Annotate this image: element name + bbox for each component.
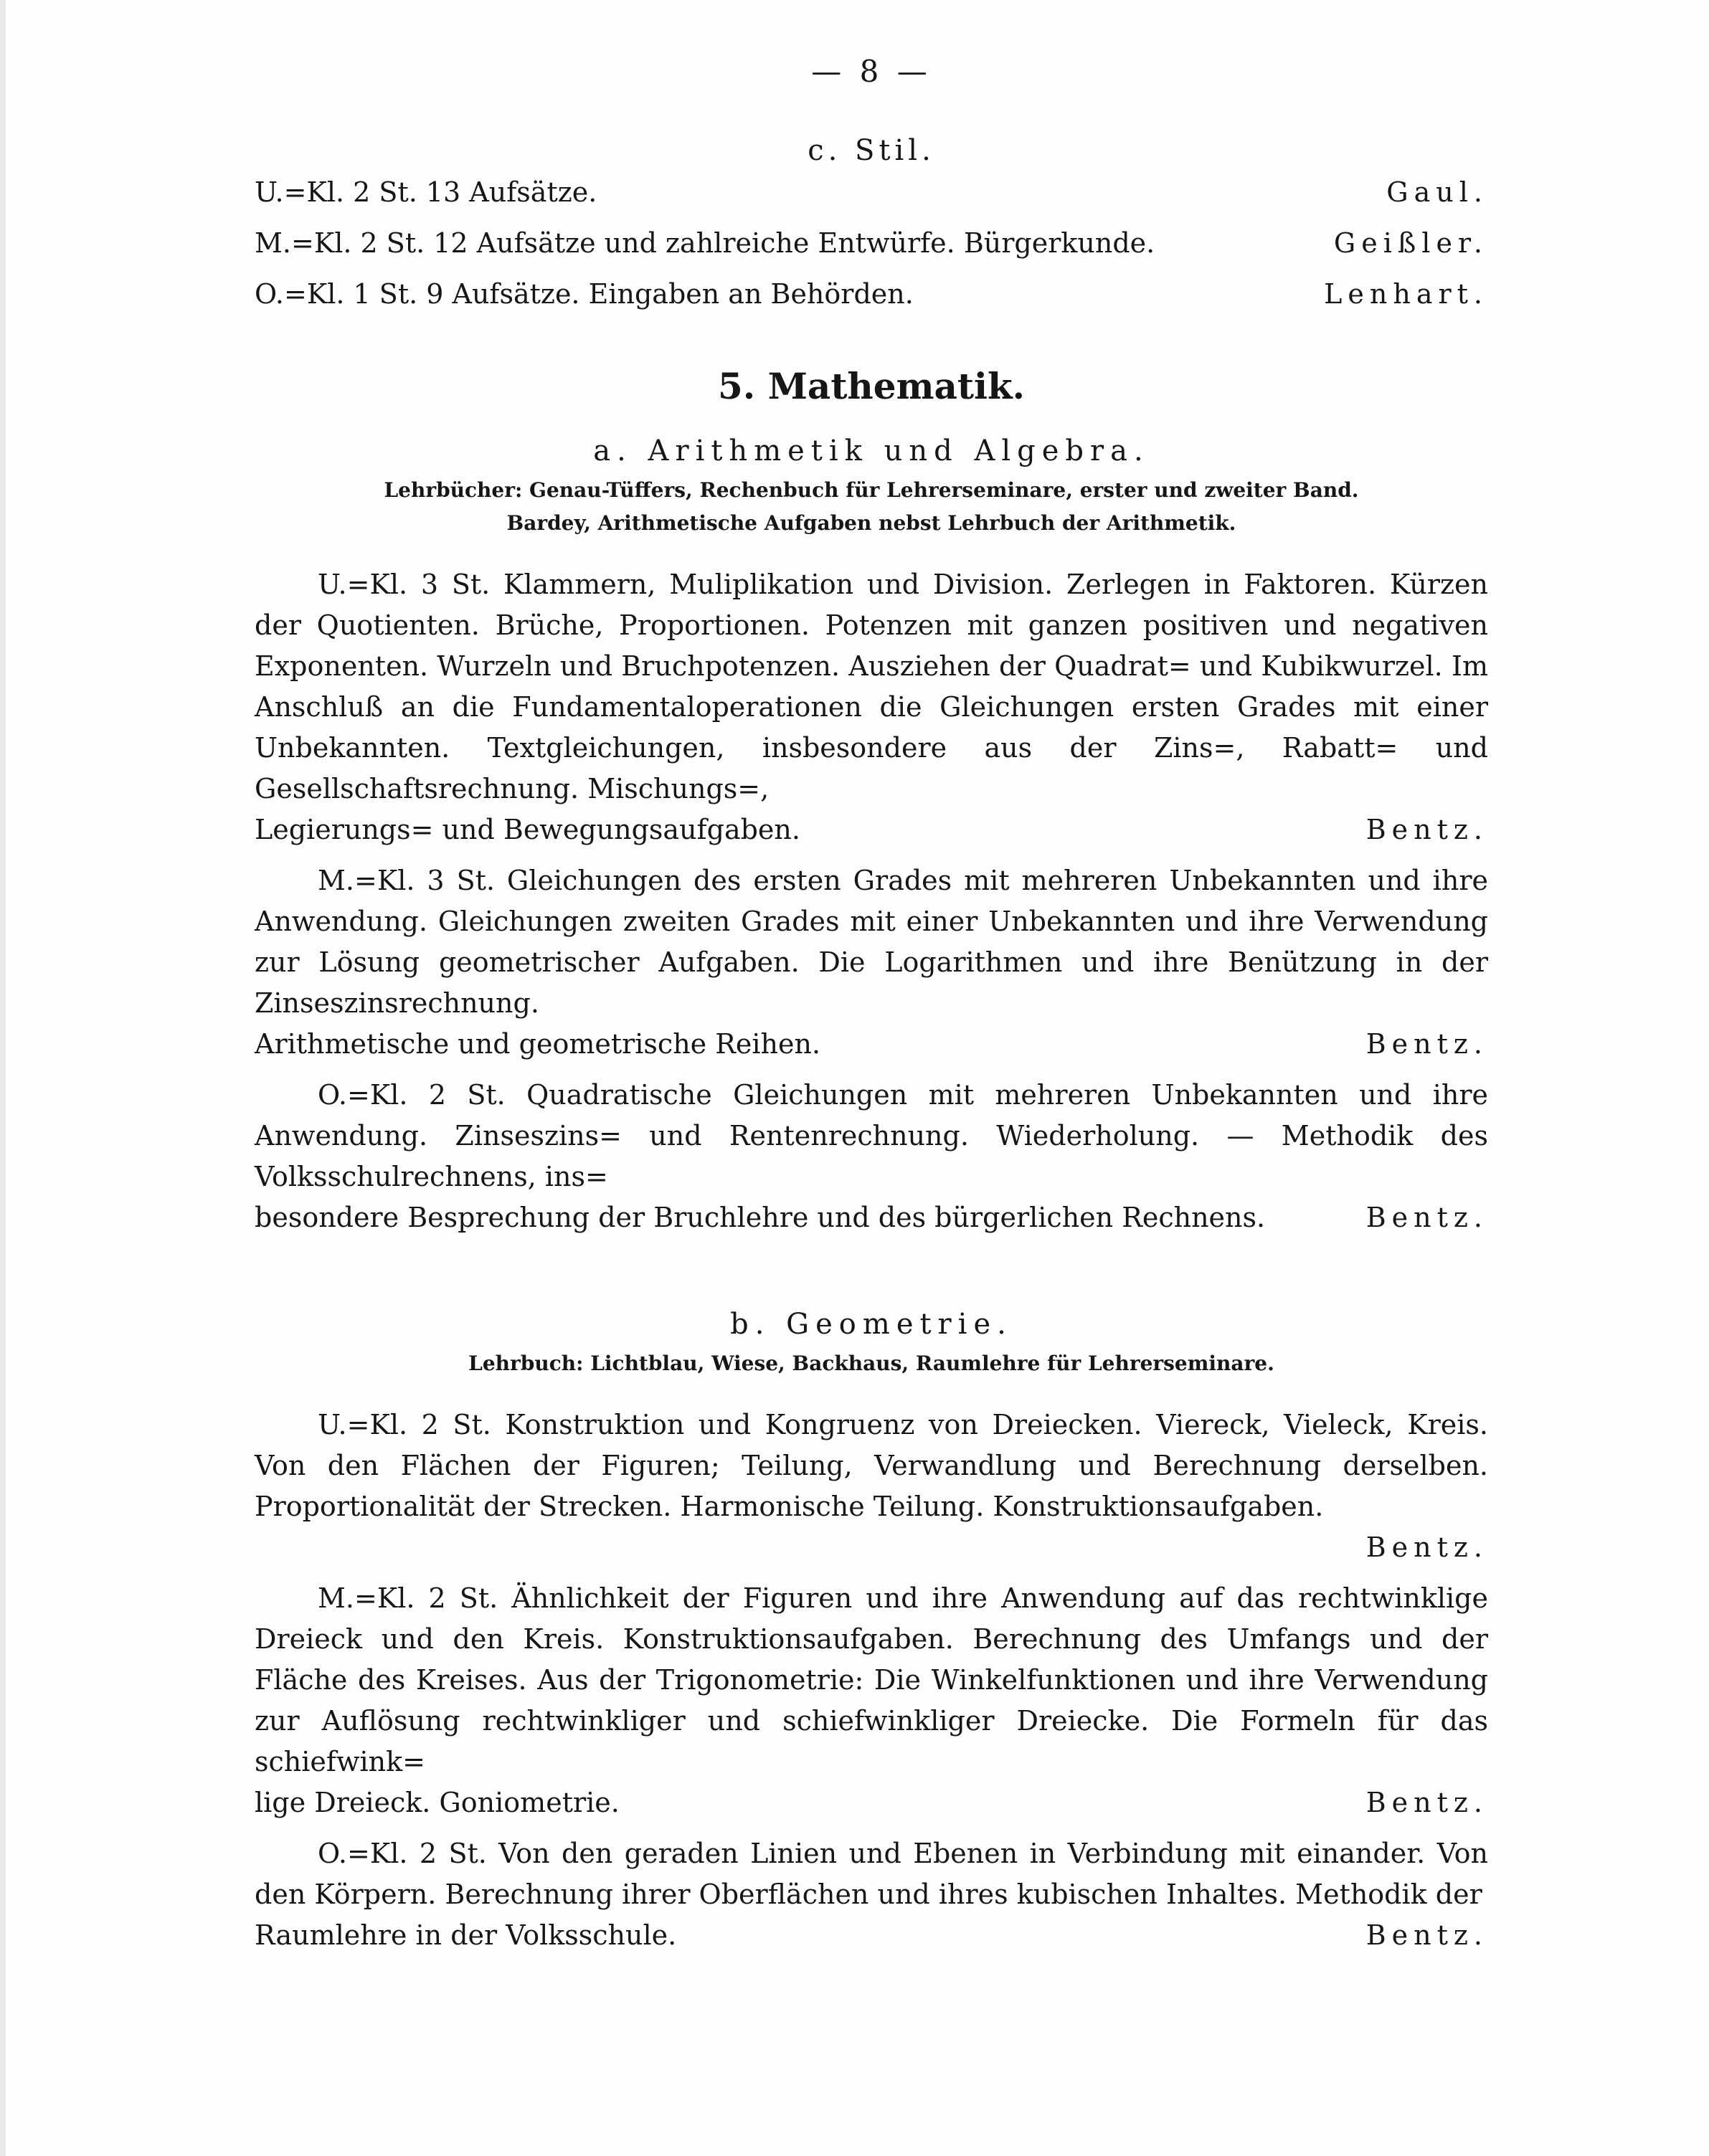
paragraph-text: M.=Kl. 2 St. Ähnlichkeit der Figuren und ihre Anwendung auf das rechtwinklige Dreieck und den Kreis. Konstruktionsaufgaben. Berechnung des Umfangs und der Fläche des Kreises. Aus der Trigonometrie: Die Winkelfunktionen und ihre Verwendung zur Auflösung rechtwinkliger und schiefwinkliger Dreiecke. Die Formeln für das schiefwink= [255, 1582, 1488, 1777]
stil-row-text: U.=Kl. 2 St. 13 Aufsätze. [255, 176, 597, 208]
paragraph-text: O.=Kl. 2 St. Von den geraden Linien und Ebenen in Verbindung mit einander. Von den Körpern. Berechnung ihrer Oberflächen und ihres kubischen Inhaltes. Methodik der [255, 1838, 1488, 1910]
mathematik-title: 5. Mathematik. [717, 365, 1026, 407]
stil-row [255, 172, 1488, 213]
teacher-name: Bentz. [1365, 1028, 1488, 1060]
stil-row [255, 274, 1488, 315]
paragraph-last-text: Raumlehre in der Volksschule. [255, 1919, 677, 1951]
stil-row-teacher: Lenhart. [1324, 278, 1488, 310]
stil-row [255, 223, 1488, 264]
paragraph-last-text: besondere Besprechung der Bruchlehre und des bürgerlichen Rechnens. [255, 1202, 1266, 1233]
stil-row-text: M.=Kl. 2 St. 12 Aufsätze und zahlreiche Entwürfe. Bürgerkunde. [255, 227, 1155, 259]
paragraph-last-line [255, 809, 1488, 850]
paragraph-last-line [255, 1197, 1488, 1238]
page-content [255, 43, 1488, 1956]
scan-edge [0, 0, 6, 2156]
stil-row-teacher: Geißler. [1333, 227, 1488, 259]
stil-row-text: O.=Kl. 1 St. 9 Aufsätze. Eingaben an Behörden. [255, 278, 914, 310]
stil-row-teacher: Gaul. [1386, 176, 1488, 208]
geometrie-heading: b. Geometrie. [730, 1308, 1013, 1341]
arithmetik-books-line-1: Lehrbücher: Genau-Tüffers, Rechenbuch für Lehrerseminare, erster und zweiter Band. [384, 478, 1359, 502]
paragraph-last-line [255, 1782, 1488, 1823]
paragraph-last-line [255, 1527, 1488, 1568]
teacher-name: Bentz. [1365, 1787, 1488, 1818]
page-number: — 8 — [811, 54, 932, 89]
geometrie-paragraph-u [255, 1405, 1488, 1568]
arithmetik-paragraph-m [255, 860, 1488, 1065]
arithmetik-books-line-2: Bardey, Arithmetische Aufgaben nebst Lehrbuch der Arithmetik. [506, 511, 1236, 535]
arithmetik-paragraph-u [255, 564, 1488, 850]
stil-heading: c. Stil. [808, 134, 935, 167]
geometrie-paragraph-o [255, 1833, 1488, 1956]
paragraph-text: O.=Kl. 2 St. Quadratische Gleichungen mit mehreren Unbekannten und ihre Anwendung. Zinseszins= und Rentenrechnung. Wiederholung. — Methodik des Volksschulrechnens, ins= [255, 1079, 1488, 1192]
paragraph-last-line [255, 1024, 1488, 1065]
paragraph-last-text: Arithmetische und geometrische Reihen. [255, 1028, 821, 1060]
paragraph-last-line [255, 1915, 1488, 1956]
arithmetik-heading: a. Arithmetik und Algebra. [593, 434, 1150, 467]
paragraph-text: U.=Kl. 2 St. Konstruktion und Kongruenz von Dreiecken. Viereck, Vieleck, Kreis. Von den Flächen der Figuren; Teilung, Verwandlung und Berechnung derselben. Proportionalität der Strecken. Harmonische Teilung. Konstruktionsaufgaben. [255, 1409, 1488, 1522]
teacher-name: Bentz. [1365, 1531, 1488, 1563]
paragraph-last-text: lige Dreieck. Goniometrie. [255, 1787, 620, 1818]
teacher-name: Bentz. [1365, 1919, 1488, 1951]
geometrie-books: Lehrbuch: Lichtblau, Wiese, Backhaus, Raumlehre für Lehrerseminare. [468, 1352, 1274, 1375]
paragraph-last-text: Legierungs= und Bewegungsaufgaben. [255, 814, 800, 845]
paragraph-text: M.=Kl. 3 St. Gleichungen des ersten Grades mit mehreren Unbekannten und ihre Anwendung. Gleichungen zweiten Grades mit einer Unbekannten und ihre Verwendung zur Lösung geometrischer Aufgaben. Die Logarithmen und ihre Benützung in der Zinseszinsrechnung. [255, 865, 1488, 1019]
teacher-name: Bentz. [1365, 1202, 1488, 1233]
paragraph-text: U.=Kl. 3 St. Klammern, Muliplikation und Division. Zerlegen in Faktoren. Kürzen der Quotienten. Brüche, Proportionen. Potenzen mit ganzen positiven und negativen Exponenten. Wurzeln und Bruchpotenzen. Ausziehen der Quadrat= und Kubikwurzel. Im Anschluß an die Fundamentaloperationen die Gleichungen ersten Grades mit einer Unbekannten. Textgleichungen, insbesondere aus der Zins=, Rabatt= und Gesellschaftsrechnung. Mischungs=, [255, 569, 1488, 804]
arithmetik-paragraph-o [255, 1075, 1488, 1238]
teacher-name: Bentz. [1365, 814, 1488, 845]
geometrie-paragraph-m [255, 1578, 1488, 1823]
